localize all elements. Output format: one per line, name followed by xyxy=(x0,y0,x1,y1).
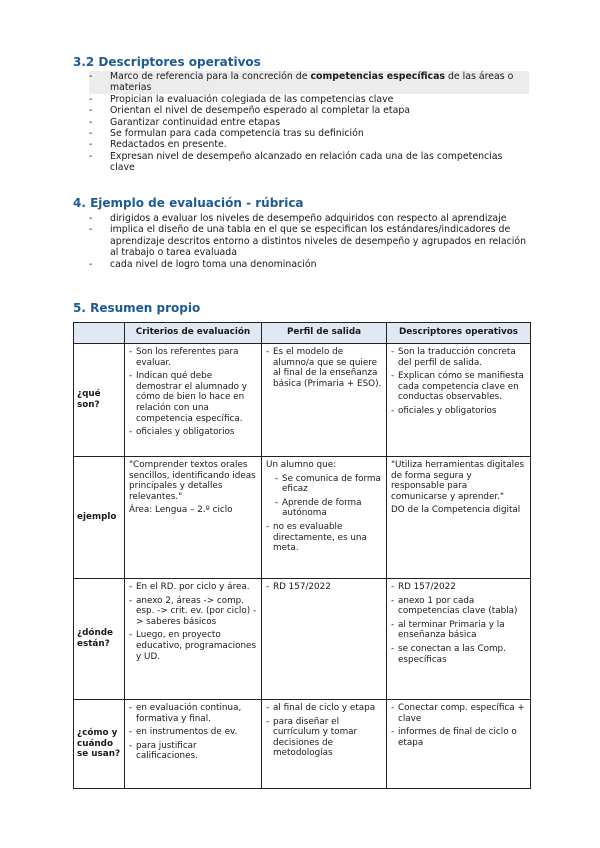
row-label-donde: ¿dónde están? xyxy=(74,579,125,700)
rubrica-list xyxy=(89,213,529,270)
cell-quote: "Utiliza herramientas digitales de forma segura y responsable para comunicarse y aprender." xyxy=(391,460,525,502)
header-corner xyxy=(74,323,125,344)
table-row xyxy=(74,700,531,789)
header-descriptores: Descriptores operativos xyxy=(387,323,531,344)
cell-descriptores xyxy=(387,579,531,700)
cell-criterios xyxy=(125,344,262,457)
cell-subitem: - Aprende de forma autónoma xyxy=(266,498,382,519)
cell-perfil xyxy=(262,457,387,579)
list-item-text: de las áreas o materias xyxy=(110,71,514,94)
list-item-text: Marco de referencia para la concreción de xyxy=(110,71,311,82)
list-item: - Propician la evaluación colegiada de las competencias clave xyxy=(89,94,529,105)
cell-item: - informes de final de ciclo o etapa xyxy=(391,727,526,748)
cell-perfil xyxy=(262,579,387,700)
cell-item: - En el RD. por ciclo y área. xyxy=(129,582,257,593)
cell-item: - RD 157/2022 xyxy=(391,582,526,593)
section-title-resumen: 5. Resumen propio xyxy=(73,301,201,315)
cell-criterios xyxy=(125,700,262,789)
cell-area: Área: Lengua – 2.º ciclo xyxy=(129,505,233,516)
cell-item: - en instrumentos de ev. xyxy=(129,727,257,738)
cell-item: - oficiales y obligatorios xyxy=(391,406,526,417)
list-item: - dirigidos a evaluar los niveles de desempeño adquiridos con respecto al aprendizaje xyxy=(89,213,529,224)
cell-item: - Luego, en proyecto educativo, programaciones y UD. xyxy=(129,630,257,662)
cell-item: - anexo 1 por cada competencias clave (tabla) xyxy=(391,596,526,617)
row-label-ejemplo: ejemplo xyxy=(74,457,125,579)
list-item: - Se formulan para cada competencia tras su definición xyxy=(89,128,529,139)
cell-quote: "Comprender textos orales sencillos, identificando ideas principales y detalles relevantes." xyxy=(129,460,256,502)
list-item: - Garantizar continuidad entre etapas xyxy=(89,117,529,128)
row-label-que-son: ¿qué son? xyxy=(74,344,125,457)
list-item: - Redactados en presente. xyxy=(89,139,529,150)
list-item: - implica el diseño de una tabla en el que se especifican los estándares/indicadores de aprendizaje descritos entorno a distintos niveles de desempeño y agrupados en relación al trabajo o tarea evaluada xyxy=(89,224,529,258)
cell-item: - Explican cómo se manifiesta cada competencia clave en conductas observables. xyxy=(391,371,526,403)
section-title-descriptores: 3.2 Descriptores operativos xyxy=(73,55,261,69)
cell-item: - Indican qué debe demostrar el alumnado y cómo de bien lo hace en relación con una competencia específica. xyxy=(129,371,257,424)
cell-item: - en evaluación continua, formativa y final. xyxy=(129,703,257,724)
cell-item: - anexo 2, áreas -> comp. esp. -> crit. ev. (por ciclo) -> saberes básicos xyxy=(129,596,257,628)
table-header-row xyxy=(74,323,531,344)
table-row xyxy=(74,579,531,700)
cell-criterios xyxy=(125,579,262,700)
cell-item: - Es el modelo de alumno/a que se quiere al final de la enseñanza básica (Primaria + ESO). xyxy=(266,347,382,389)
list-item xyxy=(89,71,529,94)
cell-item: - se conectan a las Comp. específicas xyxy=(391,644,526,665)
cell-item: - Son los referentes para evaluar. xyxy=(129,347,257,368)
cell-perfil xyxy=(262,344,387,457)
header-perfil: Perfil de salida xyxy=(262,323,387,344)
list-item: - Expresan nivel de desempeño alcanzado en relación cada una de las competencias clave xyxy=(89,151,529,174)
descriptores-list xyxy=(89,71,529,174)
cell-item: - para diseñar el currículum y tomar decisiones de metodologías xyxy=(266,717,382,759)
cell-subitem: - Se comunica de forma eficaz xyxy=(266,474,382,495)
cell-item: - Conectar comp. específica + clave xyxy=(391,703,526,724)
row-label-como: ¿cómo y cuándo se usan? xyxy=(74,700,125,789)
cell-item: - no es evaluable directamente, es una meta. xyxy=(266,522,382,554)
list-item: - Orientan el nivel de desempeño esperado al completar la etapa xyxy=(89,105,529,116)
cell-item: - RD 157/2022 xyxy=(266,582,382,593)
cell-criterios xyxy=(125,457,262,579)
cell-item: - Son la traducción concreta del perfil de salida. xyxy=(391,347,526,368)
cell-item: - para justificar calificaciones. xyxy=(129,741,257,762)
cell-descriptores xyxy=(387,457,531,579)
list-item: - cada nivel de logro toma una denominación xyxy=(89,259,529,270)
section-title-rubrica: 4. Ejemplo de evaluación - rúbrica xyxy=(73,196,304,210)
table-row xyxy=(74,457,531,579)
cell-note: DO de la Competencia digital xyxy=(391,505,521,516)
cell-intro: Un alumno que: xyxy=(266,460,337,470)
cell-descriptores xyxy=(387,700,531,789)
cell-item: - al final de ciclo y etapa xyxy=(266,703,382,714)
keyword-bold: competencias específicas xyxy=(310,71,445,82)
summary-table xyxy=(73,322,531,789)
cell-descriptores xyxy=(387,344,531,457)
cell-perfil xyxy=(262,700,387,789)
header-criterios: Criterios de evaluación xyxy=(125,323,262,344)
cell-item: - oficiales y obligatorios xyxy=(129,427,257,438)
table-row xyxy=(74,344,531,457)
cell-item: - al terminar Primaria y la enseñanza básica xyxy=(391,620,526,641)
